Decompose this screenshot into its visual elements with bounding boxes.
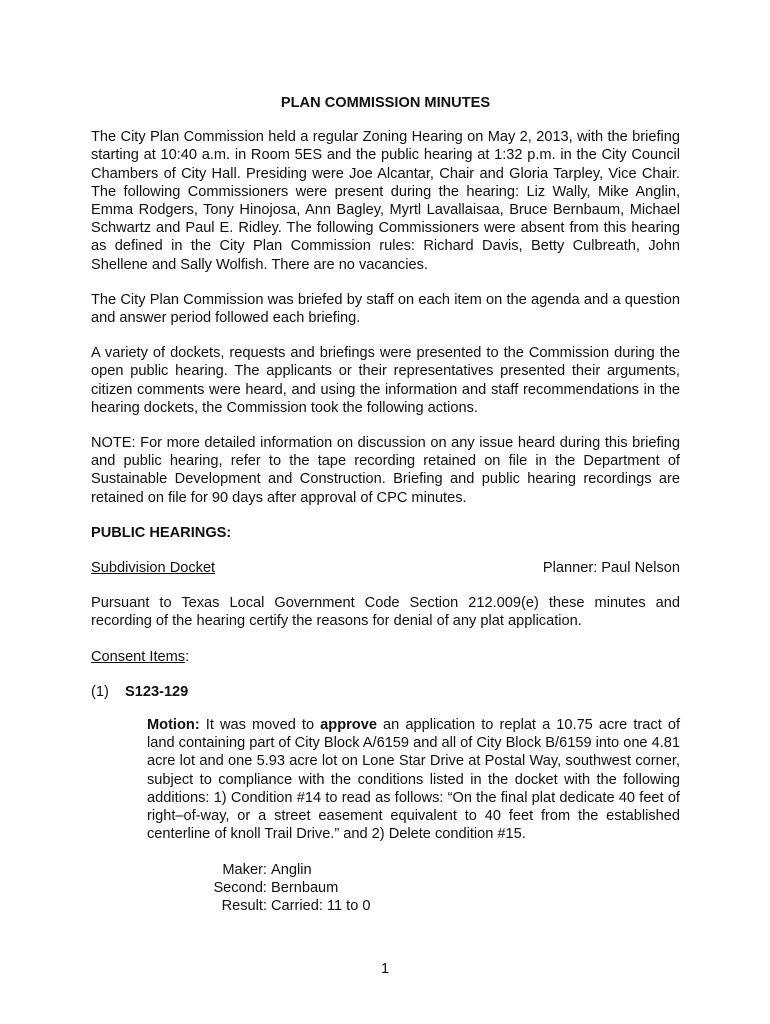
subdivision-docket-label: Subdivision Docket [91,560,216,577]
motion-pre: It was moved to [199,717,321,734]
consent-items-label: Consent Items [91,648,186,665]
item-header [91,683,680,701]
maker-label: Maker: [222,861,267,878]
pursuant-paragraph: Pursuant to Texas Local Government Code Section 212.009(e) these minutes and recording of the hearing certify the reasons for denial of any plat application. [91,595,680,630]
motion-action: approve [320,717,377,734]
note-paragraph: NOTE: For more detailed information on discussion on any issue heard during this briefing and public hearing, refer to the tape recording retained on file in the Department of Sustainable Development and Construction. Briefing and public hearing recordings are retained on file for 90 days after approval of CPC minutes. [91,435,680,506]
document-title: PLAN COMMISSION MINUTES [280,95,491,111]
item-case-number: S123-129 [125,683,189,700]
intro-paragraph: The City Plan Commission held a regular Zoning Hearing on May 2, 2013, with the briefing starting at 10:40 a.m. in Room 5ES and the public hearing at 1:32 p.m. in the City Council Chambers of City Hall. Presiding were Joe Alcantar, Chair and Gloria Tarpley, Vice Chair. The following Commissioners were present during the hearing: Liz Wally, Mike Anglin, Emma Rodgers, Tony Hinojosa, Ann Bagley, Myrtl Lavallaisaa, Bruce Bernbaum, Michael Schwartz and Paul E. Ridley. The following Commissioners were absent from this hearing as defined in the City Plan Commission rules: Richard Davis, Betty Culbreath, John Shellene and Sally Wolfish. There are no vacancies. [91,129,680,273]
motion-label: Motion: [147,717,200,734]
second-label: Second: [213,879,267,896]
motion-text: an application to replat a 10.75 acre tract of land containing part of City Block A/6159 and all of City Block B/6159 into one 4.81 acre lot and one 5.93 acre lot on Lone Star Drive at Postal Way, southwest corner, subject to compliance with the conditions listed in the docket with the following additions: 1) Condition #14 to read as follows: “On the final plat dedicate 40 feet of right–of-way, or a street easement equivalent to 40 feet from the established centerline of knoll Trail Drive.” and 2) Delete condition #15. [147,717,681,843]
consent-items-colon: : [185,648,190,665]
motion-paragraph [147,716,680,843]
item-number: (1) [91,683,109,700]
public-hearings-heading: PUBLIC HEARINGS: [91,524,232,541]
briefing-paragraph: The City Plan Commission was briefed by staff on each item on the agenda and a question and answer period followed each briefing. [91,291,680,327]
page-number: 1 [380,961,390,977]
document-page [91,94,680,915]
consent-items-heading [91,648,680,666]
vote-block [203,861,680,916]
maker-value: Anglin [271,861,312,878]
dockets-paragraph: A variety of dockets, requests and briefings were presented to the Commission during the open public hearing. The applicants or their representatives presented their arguments, citizen comments were heard, and using the information and staff recommendations in the hearing dockets, the Commission took the following actions. [91,345,680,416]
second-value: Bernbaum [271,879,339,896]
result-label: Result: [221,897,267,914]
subdivision-docket-line [91,559,680,577]
planner-label: Planner: Paul Nelson [542,560,680,577]
result-value: Carried: 11 to 0 [271,897,371,914]
